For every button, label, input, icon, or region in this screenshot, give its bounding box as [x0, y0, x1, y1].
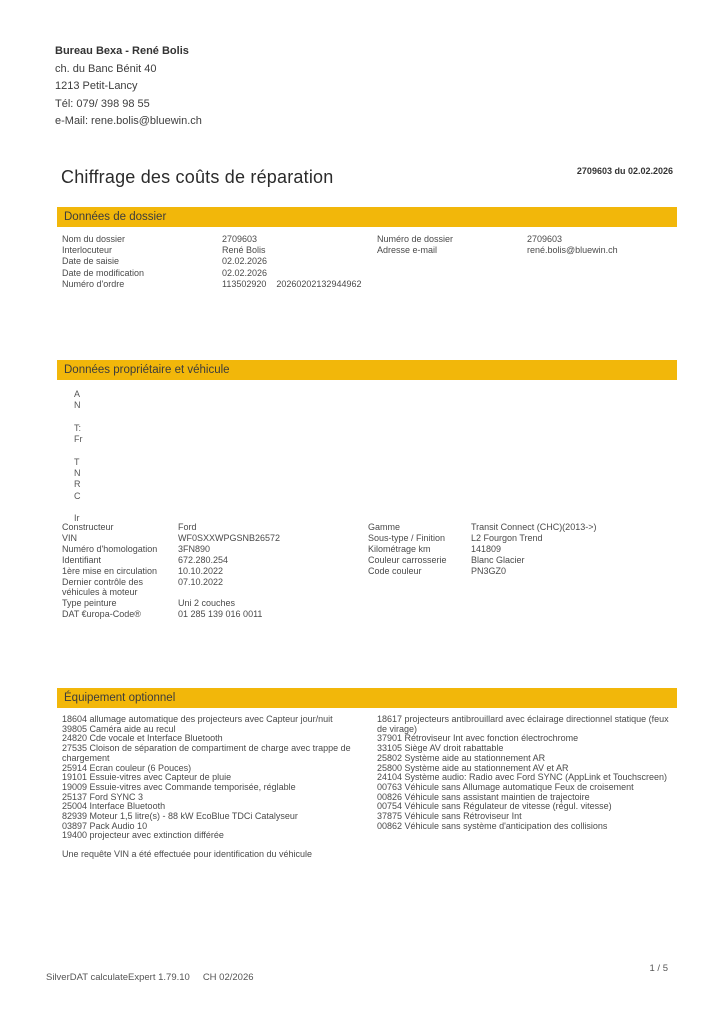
footer-edition: CH 02/2026	[202, 972, 254, 983]
field-label: DAT €uropa-Code®	[62, 609, 141, 619]
field-label: Numéro de dossier	[377, 234, 454, 244]
section-header-owner-vehicle: Données propriétaire et véhicule	[57, 360, 677, 380]
field-value: René Bolis	[222, 245, 266, 256]
equipment-item: 25802 Système aide au stationnement AR	[377, 752, 546, 763]
field-row	[62, 522, 364, 532]
equipment-item: 00763 Véhicule sans Allumage automatique Feux de croisement	[377, 781, 634, 792]
equipment-item: 37901 Rétroviseur Int avec fonction électrochrome	[377, 733, 579, 744]
equipment-list-left	[62, 715, 379, 841]
vehicle-fields-right	[368, 522, 680, 577]
equipment-item: 24104 Système audio: Radio avec Ford SYNC (AppLink et Touchscreen)	[377, 772, 667, 783]
field-label: Dernier contrôle des véhicules à moteur	[62, 577, 144, 597]
field-row	[368, 533, 680, 543]
section-header-equipment: Équipement optionnel	[57, 688, 677, 708]
equipment-list-right	[377, 715, 674, 831]
owner-redacted-line	[74, 445, 83, 456]
field-row	[62, 533, 364, 543]
equipment-item: 18604 allumage automatique des projecteurs avec Capteur jour/nuit	[62, 714, 333, 724]
field-label: Code couleur	[368, 566, 422, 576]
sender-address-lines	[55, 61, 202, 131]
field-value: 113502920 20260202132944962	[222, 278, 362, 289]
owner-redacted-line: C	[74, 490, 81, 501]
sender-address-line: e-Mail: rene.bolis@bluewin.ch	[55, 115, 202, 127]
owner-redacted-line: R	[74, 479, 81, 490]
field-row	[377, 234, 677, 244]
equipment-item: 19009 Essuie-vitres avec Commande temporisée, réglable	[62, 781, 296, 792]
field-value: 3FN890	[178, 544, 211, 554]
field-row	[368, 544, 680, 554]
field-row	[368, 555, 680, 565]
section-header-dossier: Données de dossier	[57, 207, 677, 227]
field-label: Gamme	[368, 522, 401, 532]
owner-redacted-line	[74, 502, 83, 513]
field-value: rené.bolis@bluewin.ch	[527, 245, 618, 256]
field-label: Date de modification	[62, 267, 145, 278]
field-row	[62, 555, 364, 565]
field-row	[62, 609, 364, 619]
field-label: Adresse e-mail	[377, 245, 438, 256]
sender-address-line: 1213 Petit-Lancy	[55, 80, 138, 92]
field-value: PN3GZ0	[471, 566, 507, 576]
field-value: 672.280.254	[178, 555, 229, 565]
field-row	[368, 522, 680, 532]
equipment-item: 03897 Pack Audio 10	[62, 820, 148, 831]
field-row	[377, 245, 677, 255]
field-row	[62, 234, 374, 244]
sender-address-block	[55, 43, 202, 131]
field-value: 01 285 139 016 0011	[178, 609, 263, 619]
vin-query-note: Une requête VIN a été effectuée pour identification du véhicule	[62, 849, 313, 859]
field-row	[62, 598, 364, 608]
field-label: Kilométrage km	[368, 544, 431, 554]
field-label: Couleur carrosserie	[368, 555, 447, 565]
owner-redacted-line: Fr	[74, 434, 83, 445]
equipment-item: 25914 Ecran couleur (6 Pouces)	[62, 762, 192, 773]
field-value: 2709603	[527, 234, 563, 244]
owner-redacted-line: A	[74, 389, 81, 399]
sender-name: Bureau Bexa - René Bolis	[55, 45, 189, 57]
equipment-item: 18617 projecteurs antibrouillard avec éclairage directionnel statique (feux de virage)	[377, 714, 669, 734]
field-value: Transit Connect (CHC)(2013->)	[471, 522, 597, 532]
footer-app-info	[46, 972, 254, 983]
equipment-item: 33105 Siège AV droit rabattable	[377, 743, 504, 754]
equipment-item: 00862 Véhicule sans système d'anticipation des collisions	[377, 820, 608, 831]
field-label: Numéro d'ordre	[62, 278, 125, 289]
equipment-item: 24820 Cde vocale et Interface Bluetooth	[62, 733, 223, 744]
owner-redacted-line: N	[74, 400, 81, 411]
footer-app-version: SilverDAT calculateExpert 1.79.10	[46, 972, 190, 983]
owner-redacted-line: T:	[74, 422, 82, 433]
equipment-item: 00754 Véhicule sans Régulateur de vitesse (régul. vitesse)	[377, 801, 612, 812]
field-value: L2 Fourgon Trend	[471, 533, 543, 543]
owner-redacted-fragments	[74, 389, 83, 525]
owner-redacted-line	[74, 412, 83, 423]
field-label: Nom du dossier	[62, 234, 126, 244]
field-row	[62, 256, 374, 266]
field-value: WF0SXXWPGSNB26572	[178, 533, 281, 543]
sender-address-line: Tél: 079/ 398 98 55	[55, 97, 150, 110]
field-value: 141809	[471, 544, 502, 554]
field-label: 1ère mise en circulation	[62, 566, 158, 576]
vehicle-fields-left	[62, 522, 364, 620]
equipment-item: 25800 Système aide au stationnement AV et AR	[377, 762, 569, 773]
equipment-item: 00826 Véhicule sans assistant maintien de trajectoire	[377, 791, 590, 802]
field-row	[62, 268, 374, 278]
equipment-item: 19101 Essuie-vitres avec Capteur de pluie	[62, 772, 232, 783]
field-value: 07.10.2022	[178, 577, 224, 587]
field-row	[62, 245, 374, 255]
field-value: Blanc Glacier	[471, 555, 525, 565]
field-value: Ford	[178, 522, 197, 532]
field-label: Interlocuteur	[62, 245, 113, 256]
equipment-item: 25137 Ford SYNC 3	[62, 791, 144, 802]
field-row	[62, 566, 364, 576]
equipment-item: 27535 Cloison de séparation de compartiment de charge avec trappe de chargement	[62, 743, 351, 763]
field-row	[62, 577, 364, 597]
document-reference: 2709603 du 02.02.2026	[576, 166, 673, 176]
field-label: Identifiant	[62, 555, 102, 565]
field-value: Uni 2 couches	[178, 598, 236, 608]
dossier-fields-right	[377, 234, 677, 256]
dossier-fields-left	[62, 234, 374, 290]
equipment-item: 19400 projecteur avec extinction différée	[62, 830, 224, 841]
owner-redacted-line: Ir	[74, 513, 80, 524]
equipment-item: 37875 Véhicule sans Rétroviseur Int	[377, 811, 522, 822]
owner-redacted-line: N	[74, 468, 81, 479]
equipment-item: 82939 Moteur 1,5 litre(s) - 88 kW EcoBlue TDCi Catalyseur	[62, 811, 298, 822]
field-label: VIN	[62, 533, 78, 543]
field-label: Constructeur	[62, 522, 114, 532]
equipment-item: 39805 Caméra aide au recul	[62, 723, 176, 734]
field-label: Type peinture	[62, 598, 117, 608]
field-label: Date de saisie	[62, 256, 120, 267]
field-value: 10.10.2022	[178, 566, 224, 576]
field-label: Numéro d'homologation	[62, 544, 158, 554]
page-title: Chiffrage des coûts de réparation	[61, 167, 334, 187]
field-value: 02.02.2026	[222, 256, 268, 267]
page-number: 1 / 5	[649, 963, 668, 974]
field-value: 2709603	[222, 234, 258, 244]
equipment-item: 25004 Interface Bluetooth	[62, 801, 166, 812]
field-value: 02.02.2026	[222, 267, 268, 278]
field-row	[62, 279, 374, 289]
field-label: Sous-type / Finition	[368, 533, 446, 543]
owner-redacted-line: T	[74, 456, 80, 467]
field-row	[62, 544, 364, 554]
sender-address-line: ch. du Banc Bénit 40	[55, 62, 157, 75]
field-row	[368, 566, 680, 576]
